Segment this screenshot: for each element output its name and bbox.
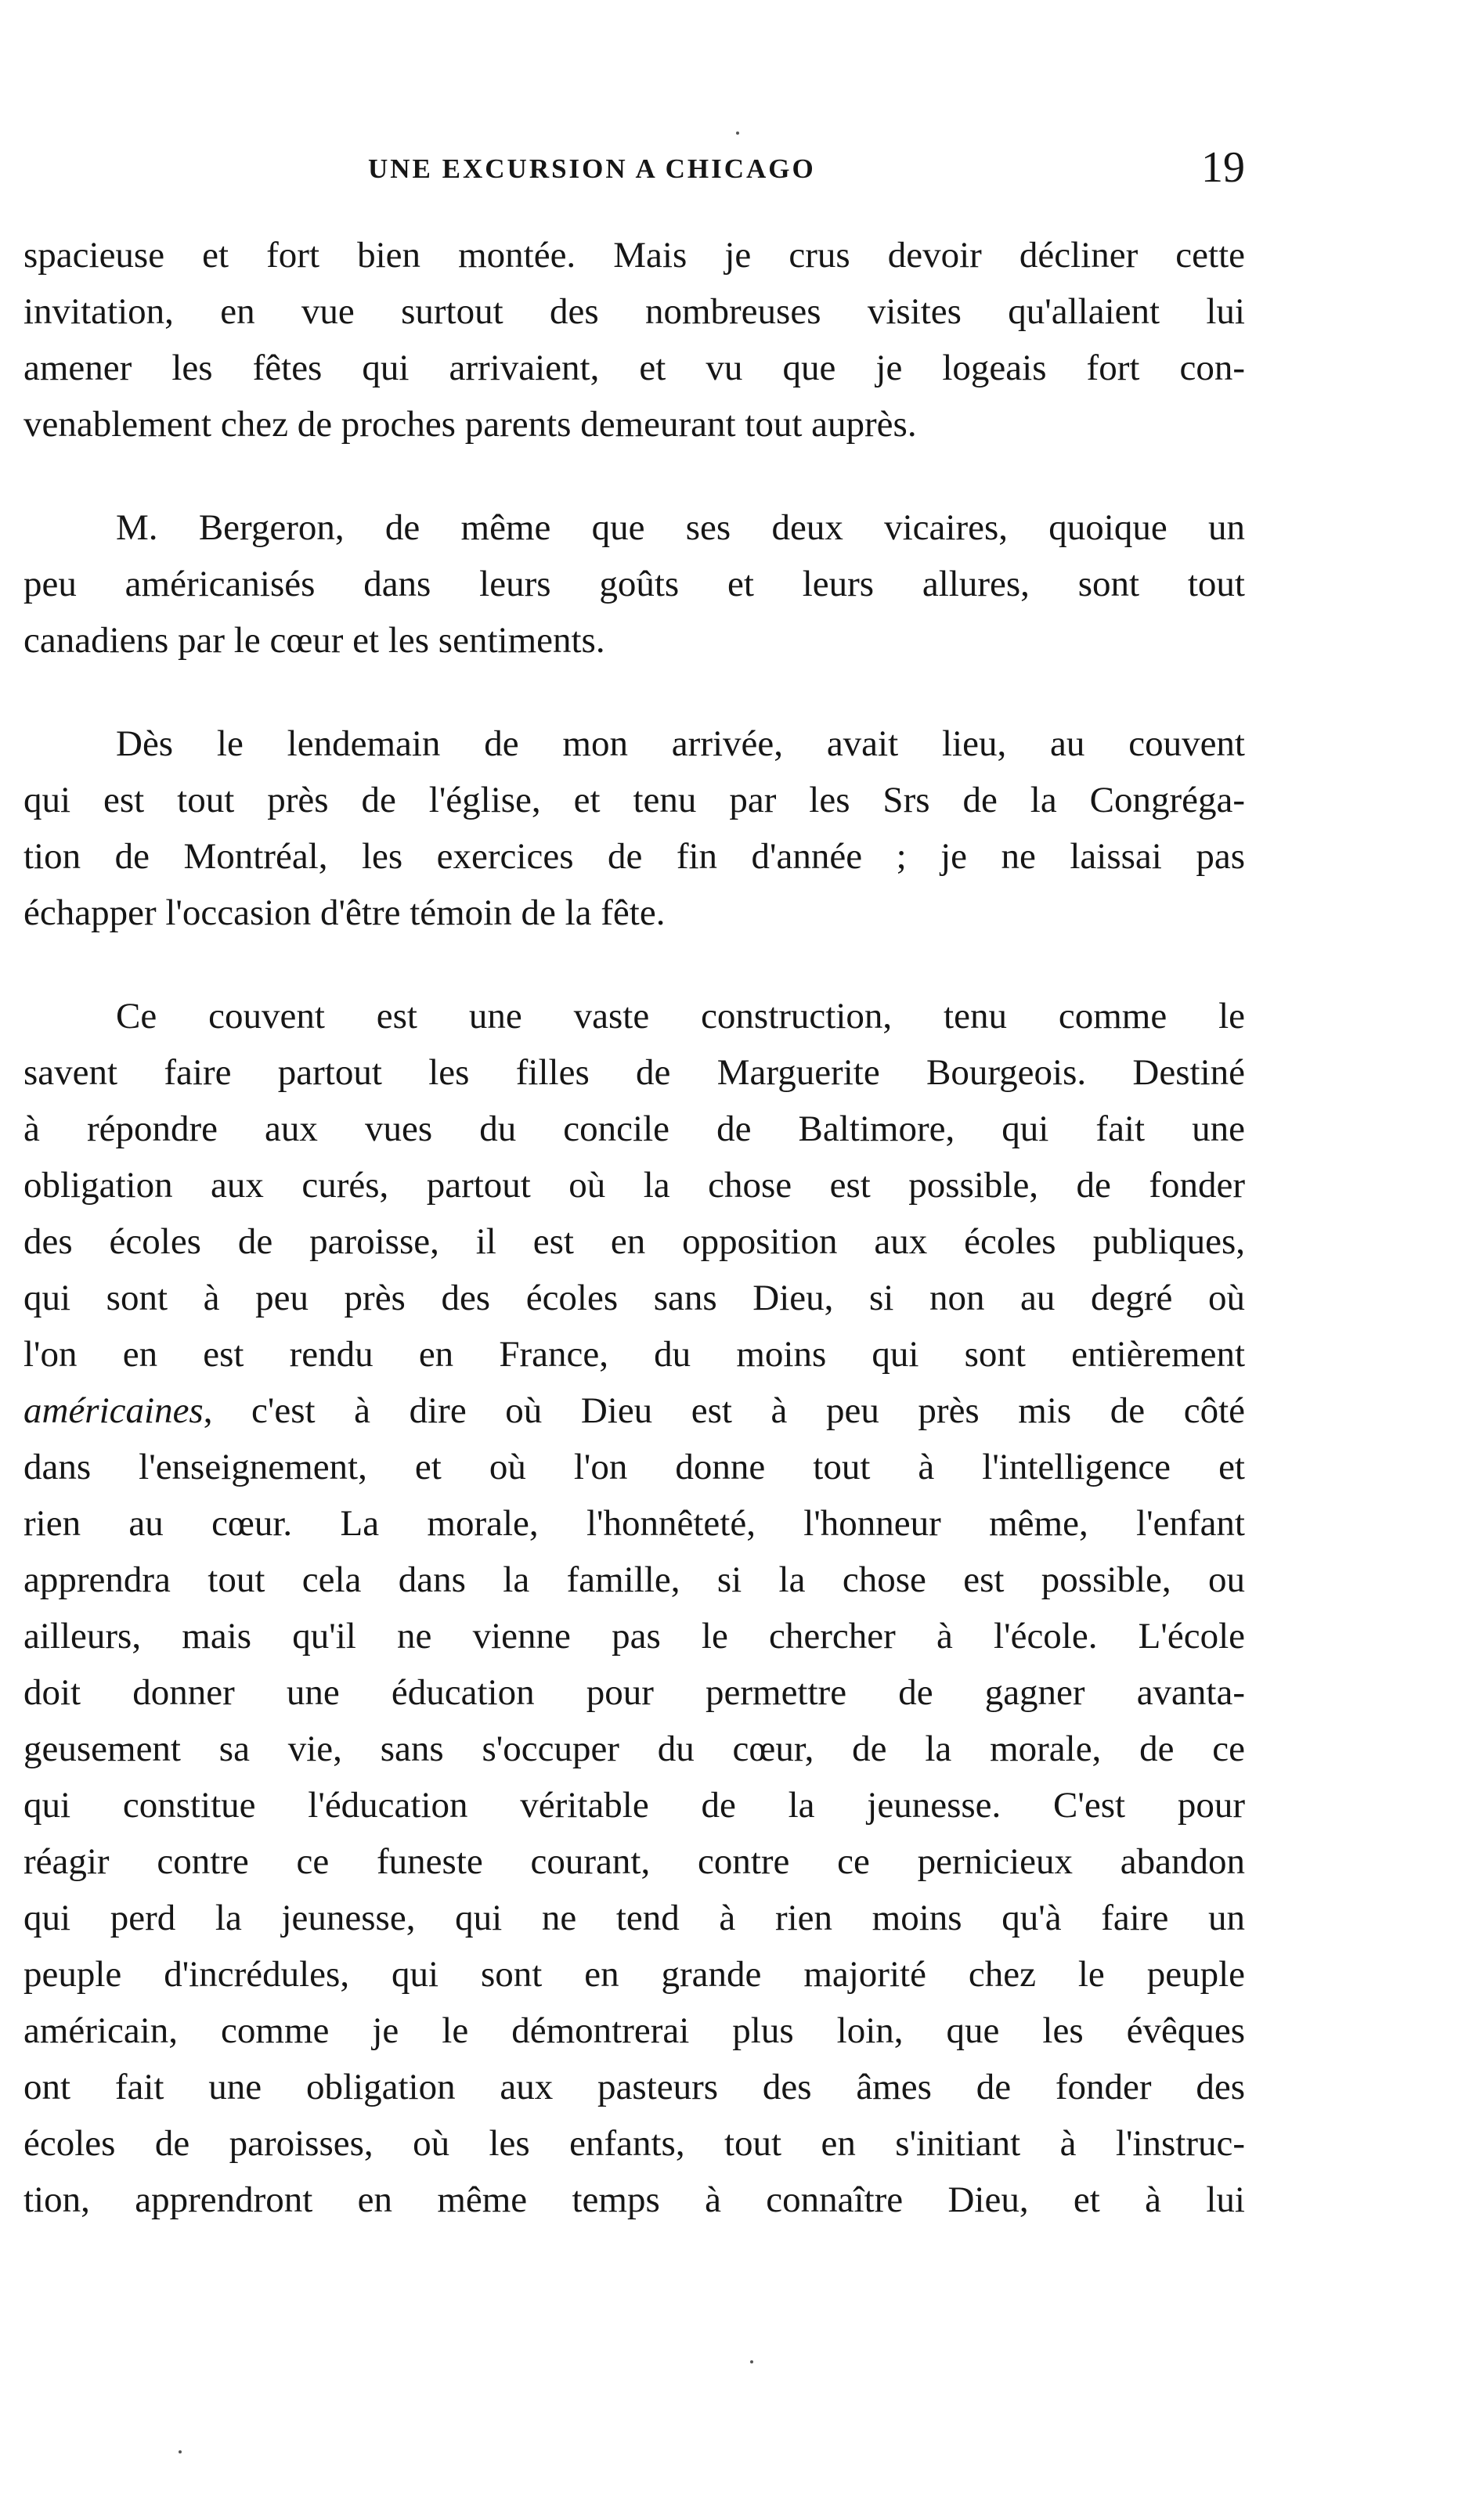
text-line: échapper l'occasion d'être témoin de la fête. bbox=[23, 892, 666, 933]
paragraph-4 bbox=[23, 988, 1245, 2228]
print-speck bbox=[750, 2360, 753, 2363]
line-remainder: , c'est à dire où Dieu est à peu près mis de côté bbox=[203, 1390, 1245, 1431]
text-line: ailleurs, mais qu'il ne vienne pas le chercher à l'école. L'école bbox=[23, 1616, 1245, 1657]
text-line: invitation, en vue surtout des nombreuses visites qu'allaient lui bbox=[23, 291, 1245, 332]
text-line: écoles de paroisses, où les enfants, tout en s'initiant à l'instruc- bbox=[23, 2123, 1245, 2164]
text-line: réagir contre ce funeste courant, contre ce pernicieux abandon bbox=[23, 1841, 1245, 1882]
body-text bbox=[23, 227, 1245, 2275]
text-line: savent faire partout les filles de Marguerite Bourgeois. Destiné bbox=[23, 1052, 1245, 1093]
text-line: tion, apprendront en même temps à connaître Dieu, et à lui bbox=[23, 2179, 1245, 2220]
text-line: à répondre aux vues du concile de Baltimore, qui fait une bbox=[23, 1109, 1245, 1149]
text-line: doit donner une éducation pour permettre de gagner avanta- bbox=[23, 1672, 1245, 1713]
page-number: 19 bbox=[1201, 143, 1245, 192]
running-title: UNE EXCURSION A CHICAGO bbox=[368, 153, 816, 184]
text-line: qui sont à peu près des écoles sans Dieu, si non au degré où bbox=[23, 1278, 1245, 1318]
text-line: qui constitue l'éducation véritable de la jeunesse. C'est pour bbox=[23, 1785, 1245, 1826]
paragraph-3 bbox=[23, 716, 1245, 941]
text-line: rien au cœur. La morale, l'honnêteté, l'honneur même, l'enfant bbox=[23, 1503, 1245, 1544]
text-line: amener les fêtes qui arrivaient, et vu que je logeais fort con- bbox=[23, 348, 1245, 388]
text-line: spacieuse et fort bien montée. Mais je crus devoir décliner cette bbox=[23, 235, 1245, 276]
italic-word: américaines bbox=[23, 1390, 204, 1431]
text-line: peuple d'incrédules, qui sont en grande majorité chez le peuple bbox=[23, 1954, 1245, 1995]
text-line: Ce couvent est une vaste construction, tenu comme le bbox=[116, 996, 1245, 1036]
text-line: qui perd la jeunesse, qui ne tend à rien moins qu'à faire un bbox=[23, 1898, 1245, 1938]
text-line: dans l'enseignement, et où l'on donne tout à l'intelligence et bbox=[23, 1447, 1245, 1487]
text-line: qui est tout près de l'église, et tenu par les Srs de la Congréga- bbox=[23, 780, 1245, 820]
text-line: M. Bergeron, de même que ses deux vicaires, quoique un bbox=[116, 507, 1245, 548]
text-line: des écoles de paroisse, il est en opposition aux écoles publiques, bbox=[23, 1221, 1245, 1262]
print-speck bbox=[179, 2450, 182, 2453]
text-line: ont fait une obligation aux pasteurs des âmes de fonder des bbox=[23, 2067, 1245, 2107]
paragraph-2 bbox=[23, 499, 1245, 669]
text-line: Dès le lendemain de mon arrivée, avait lieu, au couvent bbox=[116, 723, 1245, 764]
text-line: canadiens par le cœur et les sentiments. bbox=[23, 620, 605, 661]
text-line: peu américanisés dans leurs goûts et leurs allures, sont tout bbox=[23, 564, 1245, 604]
print-speck bbox=[736, 132, 739, 135]
running-head bbox=[23, 143, 1245, 196]
text-line: tion de Montréal, les exercices de fin d'année ; je ne laissai pas bbox=[23, 836, 1245, 877]
paragraph-1 bbox=[23, 227, 1245, 452]
text-line-italic-start bbox=[23, 1383, 1245, 1439]
text-line: venablement chez de proches parents demeurant tout auprès. bbox=[23, 404, 917, 445]
text-line: obligation aux curés, partout où la chose est possible, de fonder bbox=[23, 1165, 1245, 1206]
text-line: apprendra tout cela dans la famille, si la chose est possible, ou bbox=[23, 1559, 1245, 1600]
text-line: américain, comme je le démontrerai plus loin, que les évêques bbox=[23, 2010, 1245, 2051]
text-line: l'on en est rendu en France, du moins qui sont entièrement bbox=[23, 1334, 1245, 1375]
text-line: geusement sa vie, sans s'occuper du cœur, de la morale, de ce bbox=[23, 1729, 1245, 1769]
